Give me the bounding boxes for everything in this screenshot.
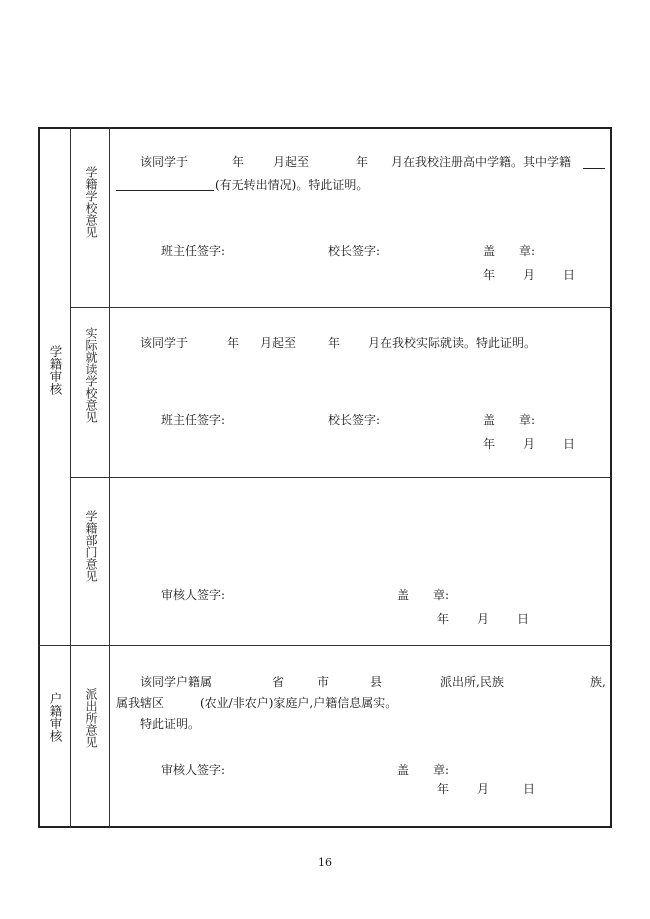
label-school-opinion: 学籍学校意见 bbox=[84, 166, 98, 238]
police-text-county: 县 bbox=[370, 675, 383, 689]
actual-text-e: 月在我校实际就读。特此证明。 bbox=[368, 336, 537, 350]
label-police-opinion: 派出所意见 bbox=[84, 688, 98, 748]
actual-date-day: 日 bbox=[563, 437, 576, 451]
page-number: 16 bbox=[318, 856, 332, 869]
school-text-month-from: 月起至 bbox=[273, 155, 310, 169]
school-date-day: 日 bbox=[563, 268, 576, 282]
police-seal: 盖 章: bbox=[397, 763, 450, 777]
school-date-year: 年 bbox=[483, 268, 496, 282]
police-date-month: 月 bbox=[477, 782, 490, 796]
police-date-day: 日 bbox=[523, 782, 536, 796]
actual-teacher-sign: 班主任签字: bbox=[161, 413, 226, 427]
police-text-province: 省 bbox=[272, 675, 285, 689]
police-text-city: 市 bbox=[317, 675, 330, 689]
school-principal-sign: 校长签字: bbox=[328, 244, 381, 258]
school-blank-1[interactable] bbox=[583, 168, 605, 169]
school-teacher-sign: 班主任签字: bbox=[161, 244, 226, 258]
school-text-year2: 年 bbox=[356, 155, 369, 169]
actual-text-a: 该同学于 bbox=[140, 336, 189, 350]
row-divider-1 bbox=[70, 307, 612, 308]
row-divider-2 bbox=[70, 477, 612, 478]
actual-date-year: 年 bbox=[483, 437, 496, 451]
section-divider bbox=[38, 645, 612, 646]
school-date-month: 月 bbox=[523, 268, 536, 282]
dept-date-day: 日 bbox=[517, 612, 530, 626]
school-seal: 盖 章: bbox=[483, 244, 536, 258]
dept-reviewer-sign: 审核人签字: bbox=[161, 588, 226, 602]
dept-date-month: 月 bbox=[477, 612, 490, 626]
section-label-xueji: 学籍审核 bbox=[48, 345, 63, 395]
police-reviewer-sign: 审核人签字: bbox=[161, 763, 226, 777]
section-label-huji: 户籍审核 bbox=[48, 692, 63, 742]
school-text-year1: 年 bbox=[232, 155, 245, 169]
school-text-a: 该同学于 bbox=[140, 155, 189, 169]
label-actual-school-opinion: 实际就读学校意见 bbox=[84, 327, 98, 423]
actual-date-month: 月 bbox=[523, 437, 536, 451]
police-date-year: 年 bbox=[437, 782, 450, 796]
actual-text-year1: 年 bbox=[227, 336, 240, 350]
actual-principal-sign: 校长签字: bbox=[328, 413, 381, 427]
actual-text-month-from: 月起至 bbox=[260, 336, 297, 350]
police-text-station: 派出所,民族 bbox=[440, 675, 504, 689]
police-text-a: 该同学户籍属 bbox=[140, 675, 213, 689]
police-text-line3: 特此证明。 bbox=[140, 717, 201, 731]
school-text-e: 月在我校注册高中学籍。其中学籍 bbox=[391, 155, 572, 169]
actual-text-year2: 年 bbox=[328, 336, 341, 350]
police-text-ethnicity: 族, bbox=[590, 675, 606, 689]
police-text-line2: 属我辖区 (农业/非农户)家庭户,户籍信息属实。 bbox=[116, 696, 398, 710]
label-dept-opinion: 学籍部门意见 bbox=[84, 510, 98, 582]
actual-seal: 盖 章: bbox=[483, 413, 536, 427]
dept-date-year: 年 bbox=[437, 612, 450, 626]
dept-seal: 盖 章: bbox=[397, 588, 450, 602]
school-blank-2[interactable] bbox=[116, 190, 214, 191]
school-text-line2: (有无转出情况)。特此证明。 bbox=[215, 178, 369, 192]
